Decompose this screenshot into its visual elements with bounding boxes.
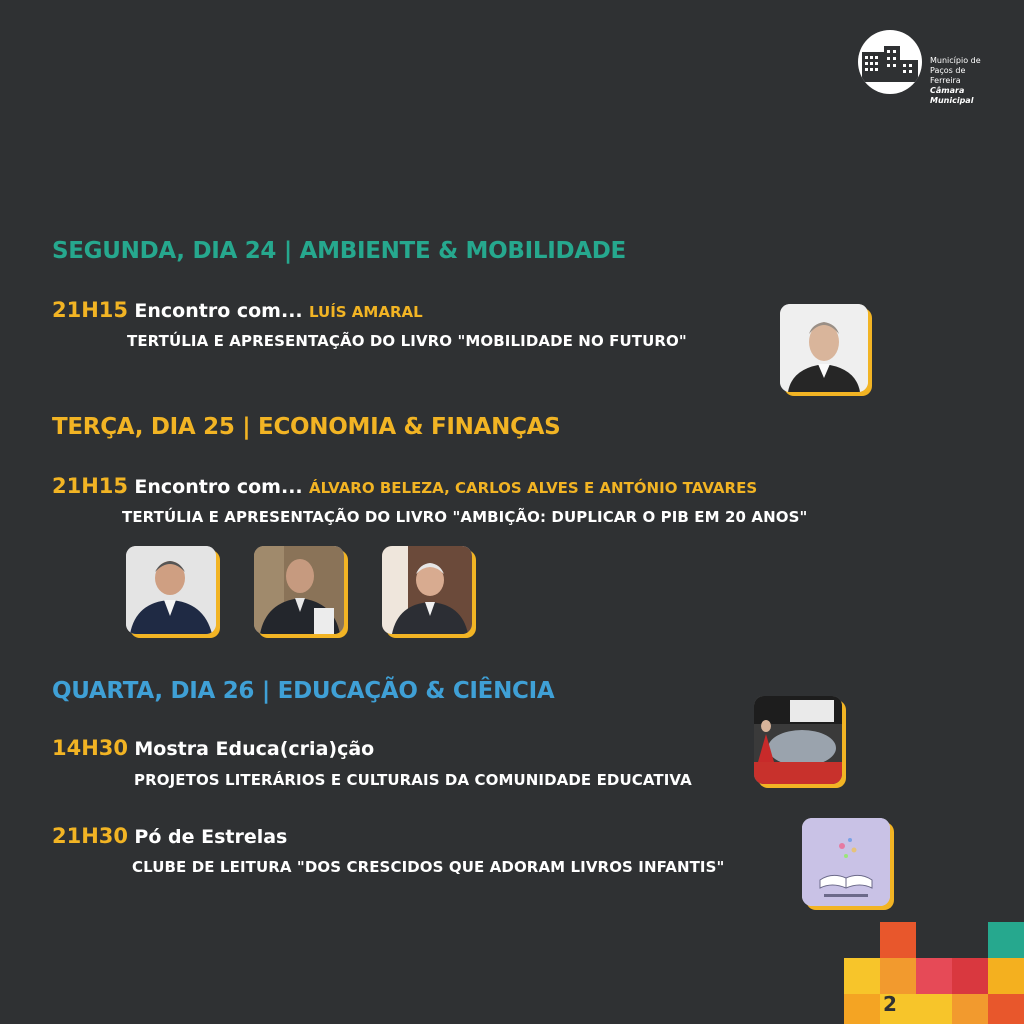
event-title: Mostra Educa(cria)ção [134,738,375,760]
event-3-line [52,736,374,760]
logo-line-1: Município de [930,56,981,65]
page-number: 2 [883,992,897,1016]
building-icon [858,30,922,94]
book-cover-po-de-estrelas [802,818,890,906]
event-time: 14H30 [52,736,129,760]
event-subtitle: CLUBE DE LEITURA "DOS CRESCIDOS QUE ADORAM LIVROS INFANTIS" [132,858,725,876]
event-1-line [52,298,423,322]
day-heading-tuesday: TERÇA, DIA 25 | ECONOMIA & FINANÇAS [52,414,561,440]
day-heading-monday: SEGUNDA, DIA 24 | AMBIENTE & MOBILIDADE [52,238,626,264]
day-heading-wednesday: QUARTA, DIA 26 | EDUCAÇÃO & CIÊNCIA [52,678,555,704]
municipality-logo [858,30,998,105]
event-subtitle: PROJETOS LITERÁRIOS E CULTURAIS DA COMUNIDADE EDUCATIVA [134,771,692,789]
event-photo-mostra [754,696,842,784]
event-4-line [52,824,287,848]
event-time: 21H30 [52,824,129,848]
guest-photo-alvaro-beleza [126,546,216,634]
event-subtitle: TERTÚLIA E APRESENTAÇÃO DO LIVRO "AMBIÇÃO: DUPLICAR O PIB EM 20 ANOS" [122,508,808,526]
event-guests: LUÍS AMARAL [309,303,423,321]
guest-photo-luis-amaral [780,304,868,392]
logo-line-3: Câmara Municipal [930,86,974,105]
logo-text [930,56,998,106]
guest-photo-carlos-alves [254,546,344,634]
event-title: Encontro com... [134,476,303,498]
event-title: Encontro com... [134,300,303,322]
event-time: 21H15 [52,298,129,322]
event-2-line [52,474,757,498]
guest-photo-antonio-tavares [382,546,472,634]
event-subtitle: TERTÚLIA E APRESENTAÇÃO DO LIVRO "MOBILIDADE NO FUTURO" [127,332,687,350]
event-title: Pó de Estrelas [134,826,288,848]
event-time: 21H15 [52,474,129,498]
logo-line-2: Paços de Ferreira [930,66,966,85]
event-guests: ÁLVARO BELEZA, CARLOS ALVES E ANTÓNIO TAVARES [309,479,758,497]
